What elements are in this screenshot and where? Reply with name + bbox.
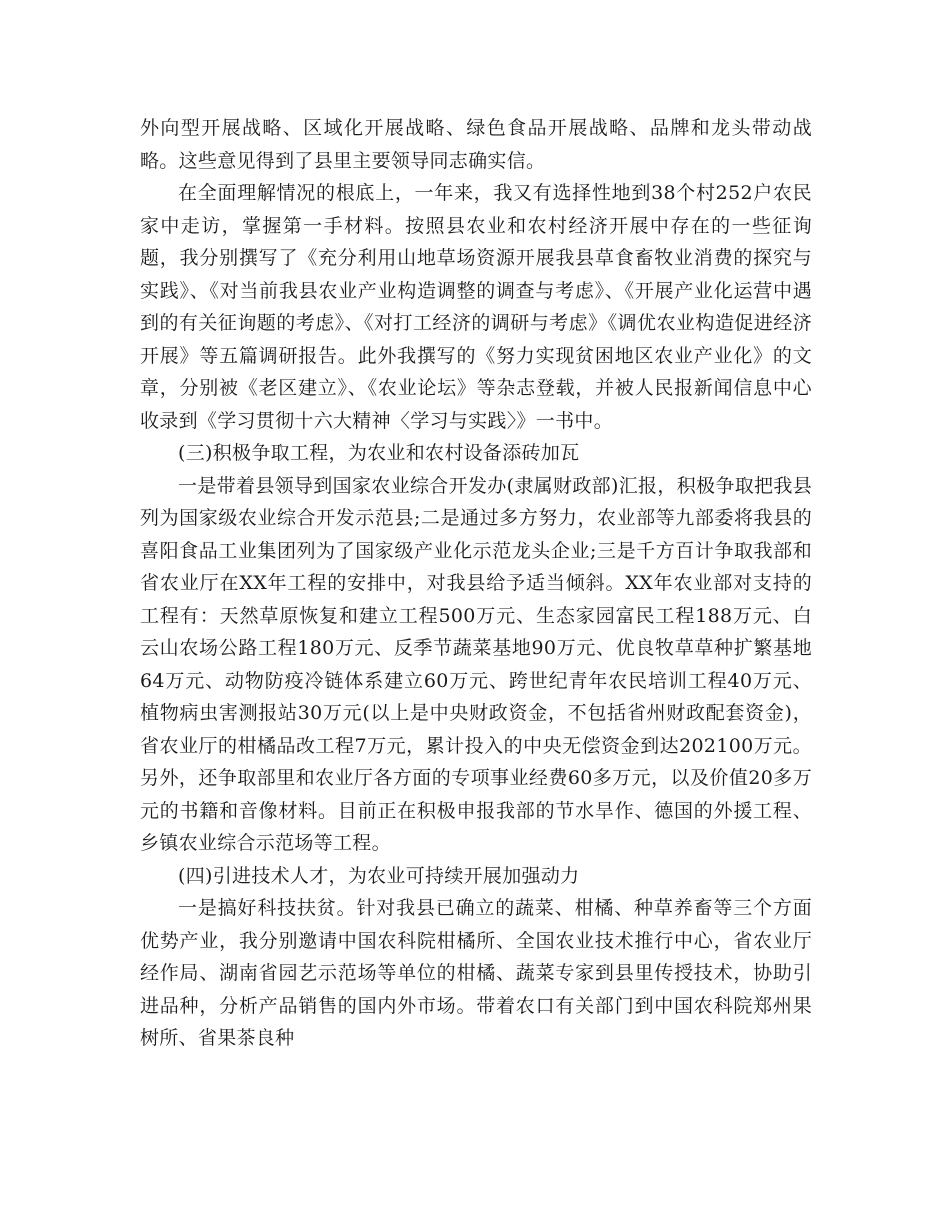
paragraph-tech-talent: 一是搞好科技扶贫。针对我县已确立的蔬菜、柑橘、种草养畜等三个方面优势产业，我分别邀请中国农科院柑橘所、全国农业技术推行中心，省农业厅经作局、湖南省园艺示范场等单位的柑橘、蔬菜专家到县里传授技术，协助引进品种，分析产品销售的国内外市场。带着农口有关部门到中国农科院郑州果树所、省果茶良种 bbox=[140, 897, 812, 1049]
section-heading-3: (三)积极争取工程，为农业和农村设备添砖加瓦 bbox=[178, 442, 580, 464]
paragraph-continuation: 外向型开展战略、区域化开展战略、绿色食品开展战略、品牌和龙头带动战略。这些意见得到了县里主要领导同志确实信。 bbox=[140, 117, 812, 172]
paragraph-research-reports: 在全面理解情况的根底上，一年来，我又有选择性地到38个村252户农民家中走访，掌握第一手材料。按照县农业和农村经济开展中存在的一些征询题，我分别撰写了《充分利用山地草场资源开展我县草食畜牧业消费的探究与实践》、《对当前我县农业产业构造调整的调查与考虑》、《开展产业化运营中遇到的有关征询题的考虑》、《对打工经济的调研与考虑》《调优农业构造促进经济开展》等五篇调研报告。此外我撰写的《努力实现贫困地区农业产业化》的文章，分别被《老区建立》、《农业论坛》等杂志登载，并被人民报新闻信息中心收录到《学习贯彻十六大精神〈学习与实践〉》一书中。 bbox=[140, 182, 812, 432]
document-page bbox=[140, 112, 812, 1055]
paragraph-projects: 一是带着县领导到国家农业综合开发办(隶属财政部)汇报，积极争取把我县列为国家级农业综合开发示范县;二是通过多方努力，农业部等九部委将我县的喜阳食品工业集团列为了国家级产业化示范龙头企业;三是千方百计争取我部和省农业厅在XX年工程的安排中，对我县给予适当倾斜。XX年农业部对支持的工程有：天然草原恢复和建立工程500万元、生态家园富民工程188万元、白云山农场公路工程180万元、反季节蔬菜基地90万元、优良牧草草种扩繁基地64万元、动物防疫冷链体系建立60万元、跨世纪青年农民培训工程40万元、植物病虫害测报站30万元(以上是中央财政资金，不包括省州财政配套资金)，省农业厅的柑橘品改工程7万元，累计投入的中央无偿资金到达202100万元。另外，还争取部里和农业厅各方面的专项事业经费60多万元，以及价值20多万元的书籍和音像材料。目前正在积极申报我部的节水旱作、德国的外援工程、乡镇农业综合示范场等工程。 bbox=[140, 474, 812, 854]
section-heading-4: (四)引进技术人才，为农业可持续开展加强动力 bbox=[178, 864, 580, 887]
